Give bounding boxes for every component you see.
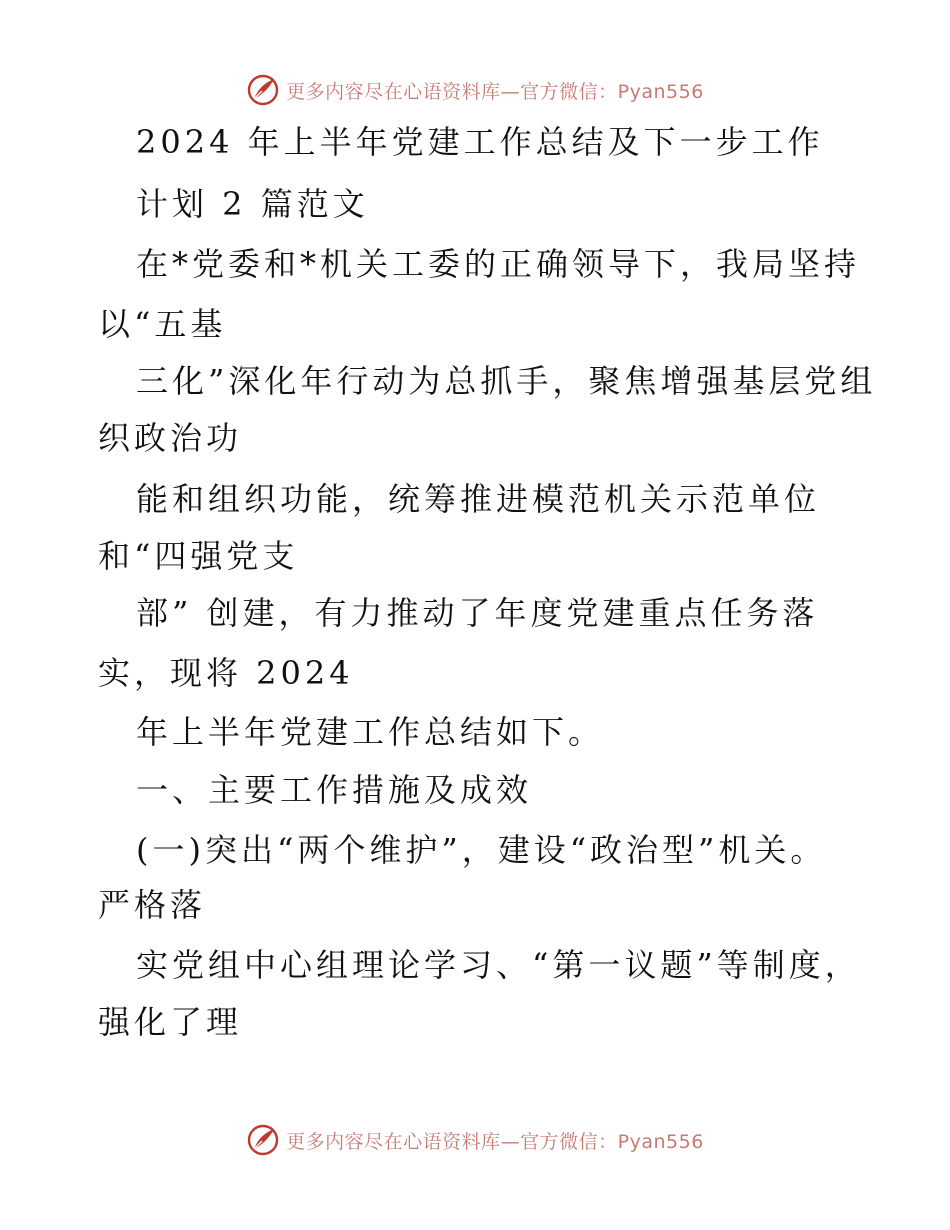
watermark-text: 更多内容尽在心语资料库—官方微信：Pyan556 bbox=[286, 1130, 704, 1153]
paragraph-line: 织政治功 bbox=[98, 419, 243, 457]
paragraph-line: 以“五基 bbox=[98, 305, 227, 343]
paragraph-line: 年上半年党建工作总结如下。 bbox=[136, 713, 605, 751]
paragraph-line: 能和组织功能，统筹推进模范机关示范单位 bbox=[136, 480, 821, 518]
paragraph-line: 实，现将 2024 bbox=[98, 654, 354, 692]
watermark-text: 更多内容尽在心语资料库—官方微信：Pyan556 bbox=[286, 80, 704, 103]
paragraph-line: 部” 创建，有力推动了年度党建重点任务落 bbox=[136, 594, 819, 632]
subsection-heading: (一)突出“两个维护”，建设“政治型”机关。 bbox=[136, 831, 827, 869]
feather-quill-logo-icon bbox=[246, 73, 280, 107]
doc-title-line-1: 2024 年上半年党建工作总结及下一步工作 bbox=[136, 123, 824, 161]
paragraph-line: 实党组中心组理论学习、“第一议题”等制度， bbox=[136, 946, 861, 984]
section-heading: 一、主要工作措施及成效 bbox=[136, 771, 533, 809]
paragraph-line: 严格落 bbox=[98, 886, 207, 924]
watermark-footer bbox=[0, 1120, 950, 1160]
paragraph-line: 在*党委和*机关工委的正确领导下，我局坚持 bbox=[136, 245, 861, 283]
feather-quill-logo-icon bbox=[246, 1123, 280, 1157]
watermark-header bbox=[0, 70, 950, 110]
doc-title-line-2: 计划 2 篇范文 bbox=[136, 185, 369, 223]
paragraph-line: 和“四强党支 bbox=[98, 537, 299, 575]
paragraph-line: 三化”深化年行动为总抓手，聚焦增强基层党组 bbox=[136, 362, 877, 400]
paragraph-line: 强化了理 bbox=[98, 1003, 243, 1041]
